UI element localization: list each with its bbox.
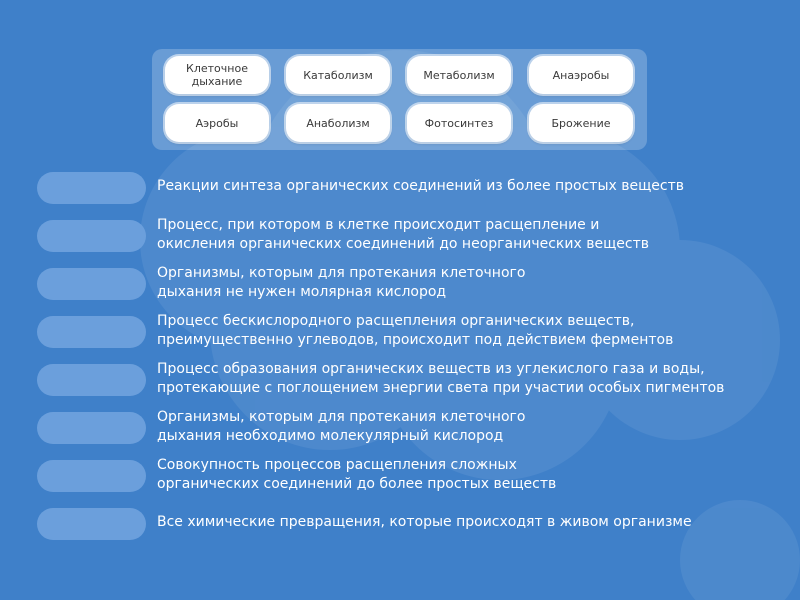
definition-text: Организмы, которым для протекания клеточного дыхания необходимо молекулярный кислород <box>157 409 526 444</box>
definition-text: Процесс образования органических веществ из углекислого газа и воды, протекающие с поглощением энергии света при участии особых пигментов <box>157 361 725 396</box>
answer-tile[interactable]: Фотосинтез <box>407 104 511 142</box>
answer-tile[interactable]: Анаэробы <box>529 56 633 94</box>
definition-text: Организмы, которым для протекания клеточного дыхания не нужен молярная кислород <box>157 265 526 300</box>
definition-text: Все химические превращения, которые происходят в живом организме <box>157 514 692 530</box>
answer-tile-bank <box>152 49 647 150</box>
answer-tile[interactable]: Анаболизм <box>286 104 390 142</box>
answer-drop-slot[interactable] <box>37 220 146 252</box>
answer-tile[interactable]: Катаболизм <box>286 56 390 94</box>
definition-text: Процесс бескислородного расщепления органических веществ, преимущественно углеводов, происходит под действием ферментов <box>157 313 674 348</box>
answer-tile[interactable]: Клеточное дыхание <box>165 56 269 94</box>
answer-tile[interactable]: Брожение <box>529 104 633 142</box>
answer-drop-slot[interactable] <box>37 268 146 300</box>
answer-tile[interactable]: Метаболизм <box>407 56 511 94</box>
answer-drop-slot[interactable] <box>37 412 146 444</box>
answer-drop-slot[interactable] <box>37 460 146 492</box>
answer-drop-slot[interactable] <box>37 316 146 348</box>
definition-text: Совокупность процессов расщепления сложных органических соединений до более простых веществ <box>157 457 557 492</box>
answer-drop-slot[interactable] <box>37 364 146 396</box>
answer-drop-slot[interactable] <box>37 508 146 540</box>
answer-drop-slot[interactable] <box>37 172 146 204</box>
definition-text: Процесс, при котором в клетке происходит расщепление и окисления органических соединений до неорганических веществ <box>157 217 649 252</box>
definition-text: Реакции синтеза органических соединений из более простых веществ <box>157 178 685 194</box>
answer-tile[interactable]: Аэробы <box>165 104 269 142</box>
